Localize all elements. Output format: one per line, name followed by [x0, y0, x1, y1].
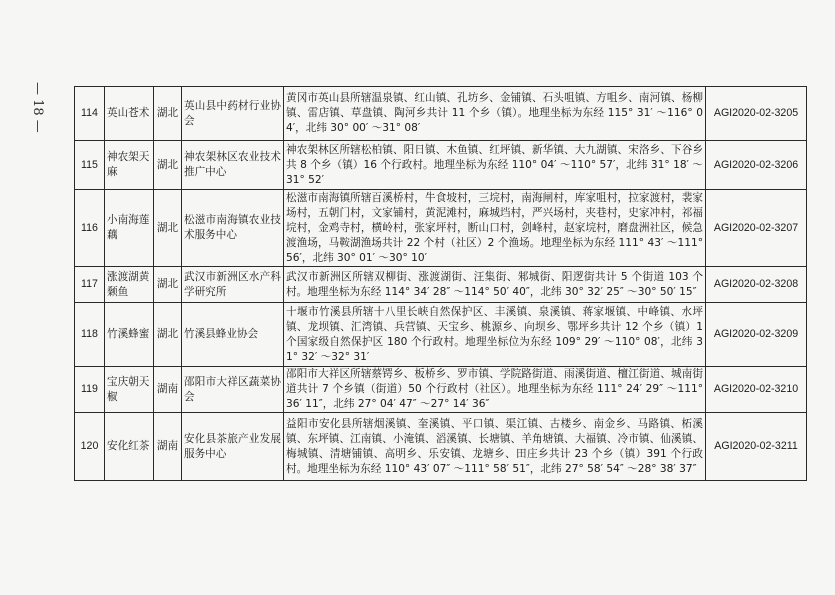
table-row	[75, 141, 807, 190]
applicant: 英山县中药材行业协会	[182, 87, 284, 141]
product-name: 安化红茶	[105, 413, 154, 481]
gi-products-table	[74, 86, 807, 481]
province: 湖北	[154, 141, 182, 190]
row-number: 114	[75, 87, 105, 141]
registration-number: AGI2020-02-3209	[706, 303, 807, 367]
registration-number: AGI2020-02-3207	[706, 190, 807, 267]
row-number: 116	[75, 190, 105, 267]
row-number: 115	[75, 141, 105, 190]
registration-number: AGI2020-02-3205	[706, 87, 807, 141]
region-description: 十堰市竹溪县所辖十八里长峡自然保护区、丰溪镇、泉溪镇、蒋家堰镇、中峰镇、水坪镇、龙坝镇、汇湾镇、兵营镇、天宝乡、桃源乡、向坝乡、鄂坪乡共计 12 个乡（镇）1 个国家级自然保护区 180 个行政村。地理坐标位为东经 109° 29′ ～110° 08′，北纬 31° 32′ ～32° 31′	[284, 303, 706, 367]
product-name: 神农架天麻	[105, 141, 154, 190]
province: 湖北	[154, 87, 182, 141]
region-description: 松滋市南海镇所辖百溪桥村，牛食坡村，三垸村，南海闸村，库家咀村，拉家渡村，裴家场村，五朝门村，文家铺村，黄泥滩村，麻城垱村，严兴场村，夹巷村，史家冲村，祁福垸村，金鸡寺村，横岭村，张家坪村，断山口村，剑峰村，赵家垸村，磨盘洲社区，候急渡渔场，马鞍湖渔场共计 22 个村（社区）2 个渔场。地理坐标为东经 111° 43′ ～111° 56′，北纬 30° 01′ ～30° 10′	[284, 190, 706, 267]
applicant: 神农架林区农业技术推广中心	[182, 141, 284, 190]
applicant: 武汉市新洲区水产科学研究所	[182, 267, 284, 303]
row-number: 119	[75, 367, 105, 413]
region-description: 武汉市新洲区所辖双柳街、涨渡湖街、汪集街、邾城街、阳逻街共计 5 个街道 103 个村。地理坐标为东经 114° 34′ 28″ ～114° 50′ 40″，北纬 30° 32′ 25″ ～30° 50′ 15″	[284, 267, 706, 303]
region-description: 神农架林区所辖松柏镇、阳日镇、木鱼镇、红坪镇、新华镇、大九湖镇、宋洛乡、下谷乡共 8 个乡（镇）16 个行政村。地理坐标为东经 110° 04′ ～110° 57′，北纬 31° 18′ ～31° 52′	[284, 141, 706, 190]
table-row	[75, 303, 807, 367]
registration-number: AGI2020-02-3211	[706, 413, 807, 481]
registration-number: AGI2020-02-3210	[706, 367, 807, 413]
table-row	[75, 190, 807, 267]
product-name: 宝庆朝天椒	[105, 367, 154, 413]
product-name: 英山苍术	[105, 87, 154, 141]
applicant: 松滋市南海镇农业技术服务中心	[182, 190, 284, 267]
row-number: 120	[75, 413, 105, 481]
applicant: 竹溪县蜂业协会	[182, 303, 284, 367]
row-number: 117	[75, 267, 105, 303]
applicant: 邵阳市大祥区蔬菜协会	[182, 367, 284, 413]
province: 湖南	[154, 413, 182, 481]
registration-number: AGI2020-02-3206	[706, 141, 807, 190]
table-row	[75, 367, 807, 413]
page-number: — 18 —	[30, 82, 45, 133]
row-number: 118	[75, 303, 105, 367]
table-row	[75, 87, 807, 141]
region-description: 益阳市安化县所辖烟溪镇、奎溪镇、平口镇、渠江镇、古楼乡、南金乡、马路镇、柘溪镇、东坪镇、江南镇、小淹镇、滔溪镇、长塘镇、羊角塘镇、大福镇、冷市镇、仙溪镇、梅城镇、清塘铺镇、高明乡、乐安镇、龙塘乡、田庄乡共计 23 个乡（镇）391 个行政村。地理坐标为东经 110° 43′ 07″ ～111° 58′ 51″，北纬 27° 58′ 54″ ～28° 38′ 37″	[284, 413, 706, 481]
region-description: 黄冈市英山县所辖温泉镇、红山镇、孔坊乡、金铺镇、石头咀镇、方咀乡、南河镇、杨柳镇、雷店镇、草盘镇、陶河乡共计 11 个乡（镇）。地理坐标为东经 115° 31′ ～116° 04′，北纬 30° 00′ ～31° 08′	[284, 87, 706, 141]
province: 湖北	[154, 267, 182, 303]
province: 湖北	[154, 190, 182, 267]
province: 湖北	[154, 303, 182, 367]
registration-number: AGI2020-02-3208	[706, 267, 807, 303]
table-row	[75, 413, 807, 481]
applicant: 安化县茶旅产业发展服务中心	[182, 413, 284, 481]
table-row	[75, 267, 807, 303]
product-name: 涨渡湖黄颡鱼	[105, 267, 154, 303]
product-name: 小南海莲藕	[105, 190, 154, 267]
product-name: 竹溪蜂蜜	[105, 303, 154, 367]
province: 湖南	[154, 367, 182, 413]
region-description: 邵阳市大祥区所辖蔡锷乡、板桥乡、罗市镇、学院路街道、雨溪街道、檀江街道、城南街道共计 7 个乡镇（街道）50 个行政村（社区）。地理坐标为东经 111° 24′ 29″ ～111° 36′ 11″，北纬 27° 04′ 47″ ～27° 14′ 36″	[284, 367, 706, 413]
